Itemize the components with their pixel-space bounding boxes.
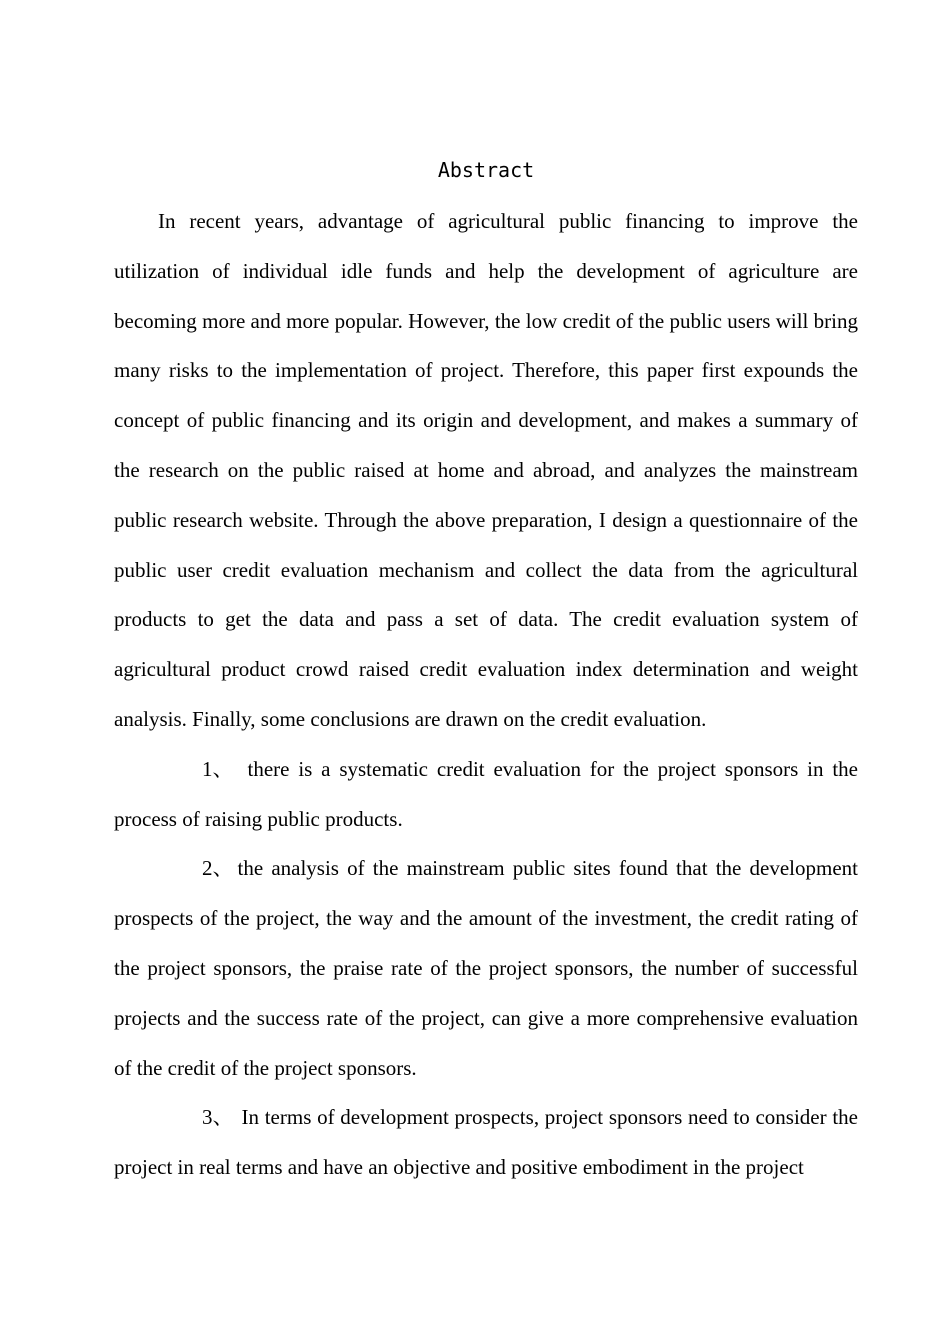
item-text: there is a systematic credit evaluation for the project sponsors in the process of raising public products.	[114, 756, 858, 831]
abstract-title: Abstract	[437, 158, 535, 182]
numbered-item-3	[114, 1093, 858, 1193]
abstract-body	[114, 197, 858, 1193]
abstract-paragraph: In recent years, advantage of agricultural public financing to improve the utilization of individual idle funds and help the development of agriculture are becoming more and more popular. However, the low credit of the public users will bring many risks to the implementation of project. Therefore, this paper first expounds the concept of public financing and its origin and development, and makes a summary of the research on the public raised at home and abroad, and analyzes the mainstream public research website. Through the above preparation, I design a questionnaire of the public user credit evaluation mechanism and collect the data from the agricultural products to get the data and pass a set of data. The credit evaluation system of agricultural product crowd raised credit evaluation index determination and weight analysis. Finally, some conclusions are drawn on the credit evaluation.	[114, 209, 858, 731]
item-text: the analysis of the mainstream public sites found that the development prospects of the project, the way and the amount of the investment, the credit rating of the project sponsors, the praise rate of the project sponsors, the number of successful projects and the success rate of the project, can give a more comprehensive evaluation of the credit of the project sponsors.	[114, 856, 858, 1080]
item-number: 1、	[202, 756, 234, 781]
numbered-item-1	[114, 745, 858, 845]
item-number: 3、	[202, 1105, 234, 1130]
item-text: In terms of development prospects, project sponsors need to consider the project in real terms and have an objective and positive embodiment in the project	[114, 1105, 858, 1180]
numbered-item-2	[114, 844, 858, 1093]
item-number: 2、	[202, 856, 234, 881]
